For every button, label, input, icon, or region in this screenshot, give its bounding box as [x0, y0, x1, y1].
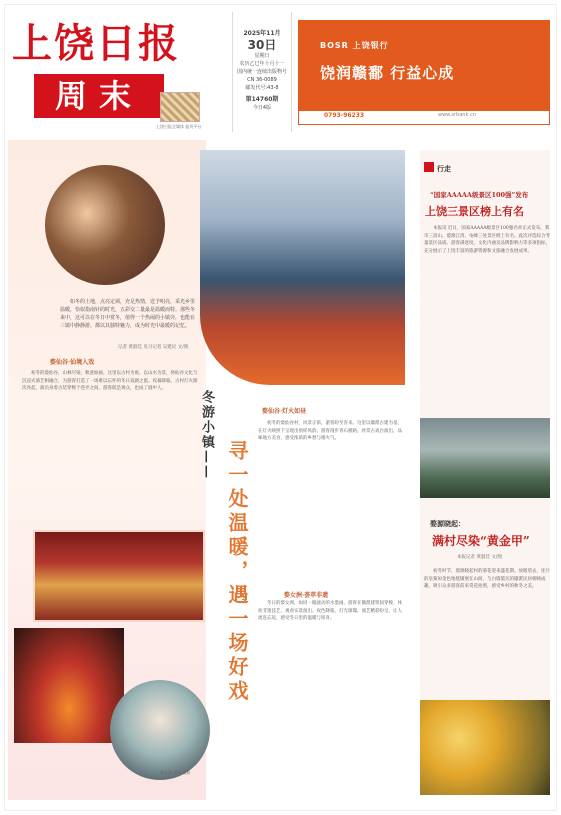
ad-phone: 0793-96233 — [324, 112, 365, 119]
serial-label: 国内统一连续出版物号 — [236, 69, 287, 75]
section-heading-2: 婺仙谷·灯火如昼 — [262, 408, 307, 415]
section-body-3: 冬日的婺女洲，如同一幅流动的水墨画。游客在徽派建筑间穿梭，体验非遗技艺，观看实景演出。夜色降临，灯光璀璨，演艺精彩纷呈，让人流连忘返，感受冬日里的温暖与惊喜。 — [258, 601, 402, 621]
date-day: 30日 — [247, 38, 277, 52]
issue-number: 第14760期 — [245, 96, 279, 103]
feature-title: 冬游小镇—— — [199, 390, 214, 480]
main-town-photo — [200, 150, 405, 385]
feature-body: 初冬时节，婺源晓起村的菊花迎来盛花期。放眼望去，连片的皇菊如金色地毯铺展在山间，与白墙黛瓦的徽派民居相映成趣，吸引众多游客前来赏花拍照，感受乡村的秋冬之美。 — [424, 569, 550, 589]
postal-code: 邮发代号:43-8 — [245, 85, 279, 91]
date-year-month: 2025年11月 — [243, 30, 281, 37]
ad-website: www.srbank.cn — [438, 112, 476, 118]
weekday: 星期日 — [254, 53, 270, 59]
feature-kicker: 婺源晓起： — [430, 519, 465, 528]
news-kicker: “国家AAAAA级景区100强”发布 — [430, 191, 529, 199]
weekend-badge — [34, 74, 164, 118]
photo-caption: 婺女洲 夜景 摄影 — [160, 770, 191, 775]
feature-subtitle: 寻一处温暖，遇一场好戏 — [225, 440, 249, 704]
news-body: 本报讯 近日，国家AAAAA级景区100强名单正式发布，我市三清山、婺源江湾、龟峰三处景区榜上有名。此次评选综合考量景区品质、游客满意度、文化内涵及品牌影响力等多项指标，充分展示了上饶丰富的旅游资源和文旅融合发展成果。 — [424, 226, 550, 254]
costume-photo — [110, 680, 210, 780]
lantern-photo — [14, 628, 124, 743]
mountain-photo — [420, 418, 550, 498]
feature-byline: 本报记者 黄淑佳 文/图 — [457, 555, 502, 560]
section-heading-1: 婺仙谷·仙境入戏 — [50, 359, 95, 366]
article-credit: 记者 黄淑佳 见习记者 吴建民 文/图 — [118, 345, 189, 350]
news-headline: 上饶三景区榜上有名 — [425, 205, 524, 218]
page-count: 今日4版 — [252, 105, 272, 111]
ad-slogan: 饶润赣鄱 行益心成 — [320, 64, 455, 82]
performance-photo — [45, 165, 165, 285]
feature-headline: 满村尽染“黄金甲” — [432, 534, 530, 548]
masthead-title: 上饶日报 — [12, 20, 180, 67]
section-heading-3: 婺女洲·荟萃非遗 — [284, 592, 329, 599]
qr-code-icon — [160, 92, 200, 122]
qr-label: 上饶日报全媒体 报刊平台 — [156, 124, 202, 129]
ad-brand: BOSR 上饶银行 — [320, 41, 389, 50]
tag-marker-icon — [424, 162, 434, 172]
date-block — [232, 12, 292, 132]
lunar-date: 农历乙巳年十月十一 — [239, 61, 285, 67]
article-intro: 如冬的土地，点亮定调，充足热情，送予明亮，采光乡里温暖，恰似指南针的时光，五彩交二量最是温暖而特。那些冬来中，这可以在冬日中赏冬，值得一个热闹的小镇旁，也能在三镇中静静游，都以其独特魅力，成为时光中最暖的记忆。 — [60, 299, 196, 329]
weekend-label: 周末 — [54, 77, 143, 115]
stage-photo — [33, 530, 205, 622]
bank-advertisement[interactable] — [298, 20, 550, 125]
section-tag: 行走 — [437, 165, 451, 173]
chrysanthemum-photo — [420, 700, 550, 795]
serial-number: CN 36-0089 — [247, 77, 277, 83]
section-body-2: 初冬的婺仙谷村，风景正浓，游客纷至沓来。这里以徽派古建为基，在灯火映照下呈现出别样风韵。游客漫步青石板路，欣赏古戏台演出，品味地方美食，感受浓浓的乡愁与烟火气。 — [258, 421, 402, 441]
section-body-1: 初冬的婺仙谷，山林尽染，秋意如画。这里以古村为底、以山水为景，将仙谷文化与沉浸式演艺相融合，为游客打造了一场难以忘怀的冬日戏剧之旅。夜幕降临，古村灯火渐次亮起，演员身着古装穿梭于巷弄之间，游客既是观众，也成了剧中人。 — [22, 371, 198, 391]
